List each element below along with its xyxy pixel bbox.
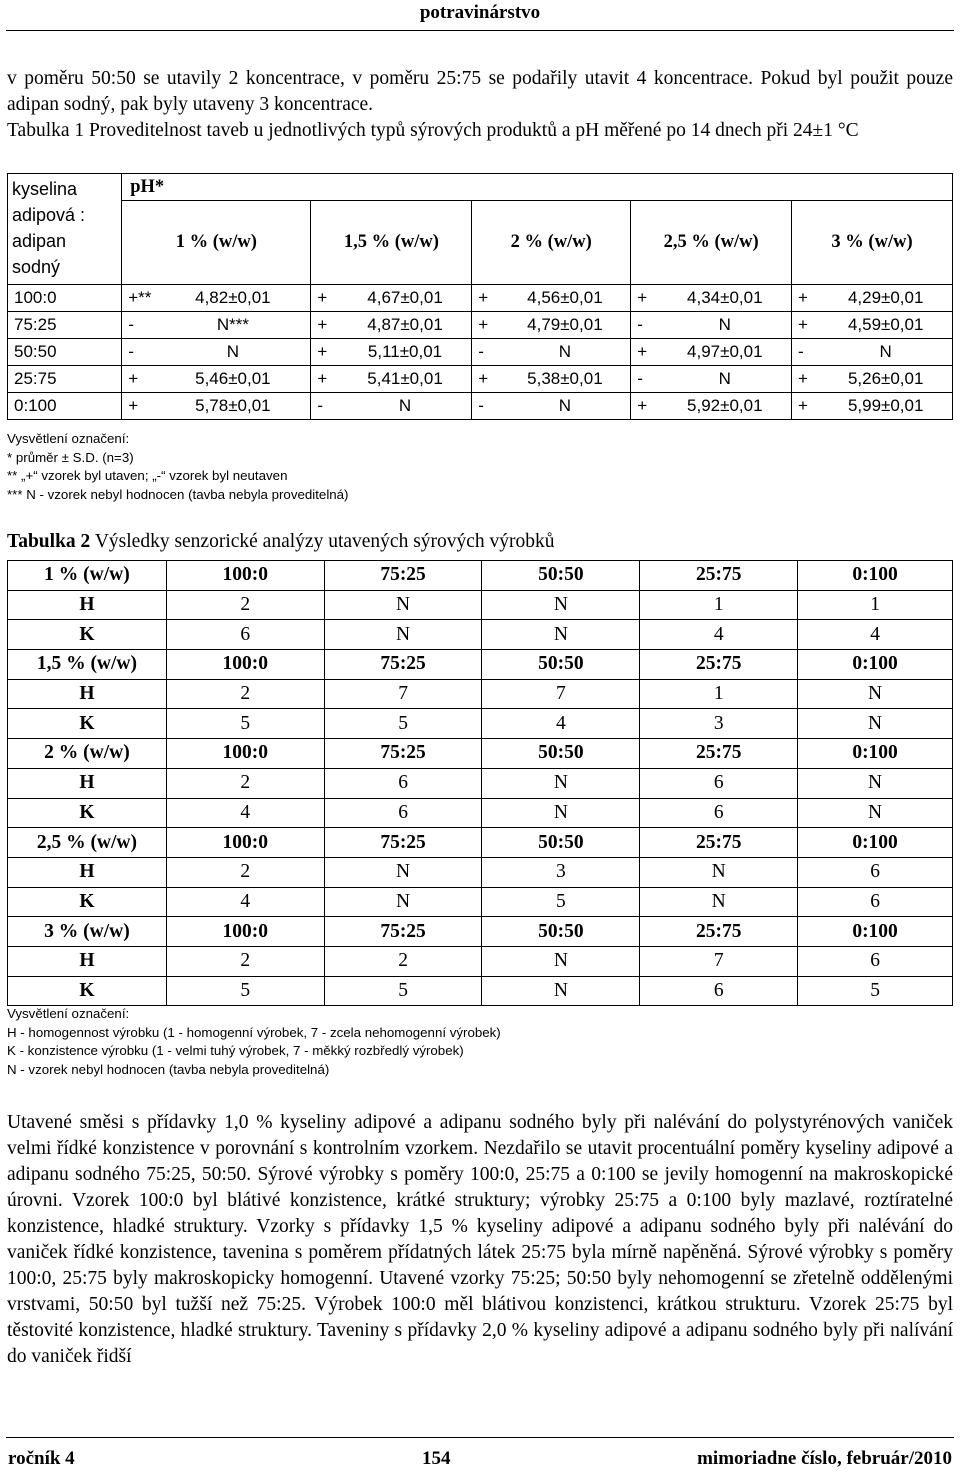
table-cell: N	[482, 620, 640, 650]
table-cell: 50:50	[482, 561, 640, 591]
table-cell: N	[798, 798, 953, 828]
row-label: H	[8, 768, 167, 798]
homogeneity-row	[8, 768, 953, 798]
feasibility-sign: +	[792, 285, 820, 312]
table-cell: 3	[482, 857, 640, 887]
row-label: 3 % (w/w)	[8, 917, 167, 947]
ph-value: N***	[155, 312, 311, 339]
table-cell: 25:75	[640, 739, 798, 769]
table-cell: 4	[482, 709, 640, 739]
column-header: 2,5 % (w/w)	[631, 201, 792, 285]
table-cell: N	[482, 946, 640, 976]
homogeneity-row	[8, 679, 953, 709]
row-label: 1 % (w/w)	[8, 561, 167, 591]
table-cell: N	[324, 857, 482, 887]
table-cell: 6	[324, 798, 482, 828]
column-header: 1,5 % (w/w)	[311, 201, 472, 285]
ratio-cell: 75:25	[8, 312, 122, 339]
footer-page-number: 154	[422, 1448, 451, 1469]
table-cell: 2	[324, 946, 482, 976]
table-cell: 4	[798, 620, 953, 650]
table-cell: 0:100	[798, 650, 953, 680]
table1-caption-text: Tabulka 1 Proveditelnost taveb u jednotlivých typů sýrových produktů a pH měřené po 14 dnech při 24±1 °C	[7, 120, 859, 141]
table-cell: 50:50	[482, 650, 640, 680]
table-cell: N	[482, 590, 640, 620]
feasibility-sign: -	[122, 312, 156, 339]
feasibility-sign: +**	[122, 285, 156, 312]
table-cell: 25:75	[640, 828, 798, 858]
feasibility-sign: +	[311, 285, 339, 312]
table-cell: 6	[324, 768, 482, 798]
table-cell: 75:25	[324, 917, 482, 947]
table-cell: 1	[640, 590, 798, 620]
ph-value: 5,38±0,01	[500, 366, 631, 393]
table-cell: 5	[324, 709, 482, 739]
note-line: *** N - vzorek nebyl hodnocen (tavba nebyla proveditelná)	[7, 486, 349, 502]
ph-value: N	[339, 393, 472, 420]
row-label: H	[8, 679, 167, 709]
concentration-row	[8, 828, 953, 858]
feasibility-sign: -	[792, 339, 820, 366]
table-cell: N	[482, 976, 640, 1006]
feasibility-sign: +	[792, 312, 820, 339]
table-cell: 2	[166, 590, 324, 620]
feasibility-sign: -	[122, 339, 156, 366]
ph-value: 4,87±0,01	[339, 312, 472, 339]
table2-caption-label: Tabulka 2	[7, 531, 91, 552]
table-cell: 3	[640, 709, 798, 739]
table-cell: 1	[640, 679, 798, 709]
feasibility-sign: -	[311, 393, 339, 420]
ph-value: 5,26±0,01	[819, 366, 952, 393]
row-label: 2,5 % (w/w)	[8, 828, 167, 858]
table-cell: 50:50	[482, 917, 640, 947]
feasibility-sign: +	[472, 285, 500, 312]
table-cell: 4	[640, 620, 798, 650]
note-line: Vysvětlení označení:	[7, 1006, 130, 1021]
row-label: H	[8, 590, 167, 620]
table-cell: N	[324, 620, 482, 650]
table1-caption	[7, 118, 953, 144]
table-cell: 2	[166, 768, 324, 798]
table-cell: 6	[166, 620, 324, 650]
feasibility-sign: +	[472, 312, 500, 339]
ph-value: 4,67±0,01	[339, 285, 472, 312]
journal-header-title: potravinárstvo	[419, 2, 541, 23]
ph-value: 4,79±0,01	[500, 312, 631, 339]
ph-value: 4,59±0,01	[819, 312, 952, 339]
ph-value: 5,11±0,01	[339, 339, 472, 366]
table-cell: 6	[640, 768, 798, 798]
table-row	[8, 393, 953, 420]
feasibility-sign: -	[631, 366, 659, 393]
homogeneity-row	[8, 857, 953, 887]
feasibility-sign: +	[472, 366, 500, 393]
table-cell: 0:100	[798, 739, 953, 769]
row-label: K	[8, 709, 167, 739]
row-label: K	[8, 620, 167, 650]
ratio-header: kyselina adipová : adipan sodný	[8, 174, 122, 285]
note-line: ** „+“ vzorek byl utaven; „-“ vzorek byl neutaven	[7, 468, 288, 483]
table-cell: 5	[166, 976, 324, 1006]
feasibility-sign: +	[792, 393, 820, 420]
consistency-row	[8, 620, 953, 650]
feasibility-sign: +	[122, 366, 156, 393]
ph-value: 4,29±0,01	[819, 285, 952, 312]
header-divider	[6, 30, 954, 31]
column-header: 3 % (w/w)	[792, 201, 953, 285]
ph-value: N	[500, 339, 631, 366]
table-cell: 6	[640, 798, 798, 828]
table-cell: 4	[166, 887, 324, 917]
note-line: H - homogennost výrobku (1 - homogenní výrobek, 7 - zcela nehomogenní výrobek)	[7, 1024, 501, 1040]
body-text: Utavené směsi s přídavky 1,0 % kyseliny adipové a adipanu sodného byly při nalévání do polystyrénových vaniček velmi řídké konzistence v porovnání s kontrolním vzorkem. Nezdařilo se utavit procentuální poměry kyseliny adipové a adipanu sodného 75:25, 50:50. Sýrové výrobky s poměry 100:0, 25:75 a 0:100 se jevily homogenní na makroskopické úrovni. Vzorek 100:0 byl blátivé konzistence, krátké struktury; výrobky 25:75 a 0:100 byly mazlavé, roztíratelné konzistence, hladké struktury. Vzorky s přídavky 1,5 % kyseliny adipové a adipanu sodného byly při nalévání do vaniček řídké konzistence, tavenina s poměrem přídatných látek 25:75 byla mírně napěněná. Sýrové výrobky s poměry 100:0, 25:75 byly makroskopicky homogenní. Utavené vzorky 75:25; 50:50 byly nehomogenní se zřetelně oddělenými vrstvami, 50:50 byl tužší než 75:25. Výrobek 100:0 měl blátivou konzistenci, krátkou strukturu. Vzorek 25:75 byl těstovité konzistence, hladké struktury. Taveniny s přídavky 2,0 % kyseliny adipové a adipanu sodného byly při nalívání do vaniček řidší	[7, 1112, 953, 1367]
consistency-row	[8, 798, 953, 828]
table-cell: 100:0	[166, 650, 324, 680]
table-cell: N	[324, 887, 482, 917]
footer-divider	[6, 1437, 954, 1438]
table-cell: 25:75	[640, 650, 798, 680]
table-row	[8, 366, 953, 393]
feasibility-sign: +	[631, 339, 659, 366]
feasibility-sign: -	[472, 339, 500, 366]
table-cell: 100:0	[166, 917, 324, 947]
table-cell: 5	[324, 976, 482, 1006]
ph-value: N	[819, 339, 952, 366]
table-cell: N	[798, 679, 953, 709]
feasibility-sign: +	[122, 393, 156, 420]
table-cell: 5	[798, 976, 953, 1006]
row-label: 2 % (w/w)	[8, 739, 167, 769]
consistency-row	[8, 887, 953, 917]
ph-value: N	[155, 339, 311, 366]
intro-text: v poměru 50:50 se utavily 2 koncentrace, v poměru 25:75 se podařily utavit 4 koncentrace. Pokud byl použit pouze adipan sodný, pak byly utaveny 3 koncentrace.	[7, 68, 953, 115]
table-cell: 7	[324, 679, 482, 709]
row-label: H	[8, 946, 167, 976]
table-cell: 1	[798, 590, 953, 620]
ph-value: 4,97±0,01	[659, 339, 792, 366]
intro-paragraph	[7, 66, 953, 118]
table-cell: 75:25	[324, 650, 482, 680]
table-cell: 5	[166, 709, 324, 739]
table-cell: 100:0	[166, 828, 324, 858]
ratio-cell: 25:75	[8, 366, 122, 393]
footer-issue: mimoriadne číslo, február/2010	[697, 1448, 952, 1469]
table-cell: 25:75	[640, 561, 798, 591]
table-cell: 7	[640, 946, 798, 976]
table2-caption-text: Výsledky senzorické analýzy utavených sýrových výrobků	[90, 531, 555, 552]
table-cell: 6	[798, 887, 953, 917]
table-cell: 2	[166, 679, 324, 709]
ph-value: 5,99±0,01	[819, 393, 952, 420]
ratio-cell: 100:0	[8, 285, 122, 312]
table-cell: N	[640, 887, 798, 917]
table-cell: 75:25	[324, 739, 482, 769]
row-label: K	[8, 798, 167, 828]
table1-notes	[7, 430, 349, 504]
feasibility-sign: -	[472, 393, 500, 420]
table-cell: 25:75	[640, 917, 798, 947]
table2-caption	[7, 531, 555, 553]
ph-value: 5,78±0,01	[155, 393, 311, 420]
table-cell: N	[482, 768, 640, 798]
row-label: H	[8, 857, 167, 887]
feasibility-sign: +	[311, 366, 339, 393]
table-row	[8, 285, 953, 312]
table-cell: 6	[798, 857, 953, 887]
table-cell: 0:100	[798, 917, 953, 947]
feasibility-sign: +	[631, 393, 659, 420]
concentration-row	[8, 917, 953, 947]
note-line: N - vzorek nebyl hodnocen (tavba nebyla proveditelná)	[7, 1061, 330, 1077]
table-cell: 75:25	[324, 561, 482, 591]
ph-header: pH*	[122, 174, 953, 201]
ph-value: N	[659, 312, 792, 339]
feasibility-sign: -	[631, 312, 659, 339]
table-cell: N	[482, 798, 640, 828]
table-cell: 4	[166, 798, 324, 828]
table-cell: 50:50	[482, 828, 640, 858]
feasibility-sign: +	[311, 312, 339, 339]
ph-value: N	[500, 393, 631, 420]
note-line: * průměr ± S.D. (n=3)	[7, 449, 134, 465]
table-cell: 2	[166, 946, 324, 976]
feasibility-sign: +	[311, 339, 339, 366]
footer-volume: ročník 4	[8, 1448, 75, 1469]
table-cell: 75:25	[324, 828, 482, 858]
table-cell: 0:100	[798, 561, 953, 591]
table-cell: 5	[482, 887, 640, 917]
table-cell: 0:100	[798, 828, 953, 858]
note-line: K - konzistence výrobku (1 - velmi tuhý výrobek, 7 - měkký rozbředlý výrobek)	[7, 1043, 464, 1058]
table-cell: 6	[798, 946, 953, 976]
consistency-row	[8, 709, 953, 739]
ph-value: 4,82±0,01	[155, 285, 311, 312]
homogeneity-row	[8, 590, 953, 620]
concentration-row	[8, 650, 953, 680]
column-header: 1 % (w/w)	[122, 201, 311, 285]
row-label: 1,5 % (w/w)	[8, 650, 167, 680]
table-cell: N	[798, 709, 953, 739]
ph-value: 4,56±0,01	[500, 285, 631, 312]
table-cell: 7	[482, 679, 640, 709]
body-paragraph	[7, 1110, 953, 1370]
ph-value: 5,46±0,01	[155, 366, 311, 393]
concentration-row	[8, 561, 953, 591]
ratio-cell: 0:100	[8, 393, 122, 420]
ratio-cell: 50:50	[8, 339, 122, 366]
table-cell: 100:0	[166, 561, 324, 591]
table-cell: N	[798, 768, 953, 798]
sensory-analysis-table	[7, 560, 953, 1006]
table2-notes	[7, 1005, 501, 1079]
ph-value: 5,92±0,01	[659, 393, 792, 420]
note-line: Vysvětlení označení:	[7, 431, 130, 446]
row-label: K	[8, 887, 167, 917]
feasibility-sign: +	[631, 285, 659, 312]
ph-value: 5,41±0,01	[339, 366, 472, 393]
table-cell: 6	[640, 976, 798, 1006]
row-label: K	[8, 976, 167, 1006]
concentration-row	[8, 739, 953, 769]
table-cell: 2	[166, 857, 324, 887]
table-row	[8, 312, 953, 339]
table-cell: 50:50	[482, 739, 640, 769]
table-cell: N	[640, 857, 798, 887]
feasibility-ph-table	[7, 173, 953, 420]
table-row	[8, 339, 953, 366]
ph-value: 4,34±0,01	[659, 285, 792, 312]
feasibility-sign: +	[792, 366, 820, 393]
column-header: 2 % (w/w)	[472, 201, 631, 285]
ph-value: N	[659, 366, 792, 393]
consistency-row	[8, 976, 953, 1006]
table-cell: 100:0	[166, 739, 324, 769]
homogeneity-row	[8, 946, 953, 976]
table-cell: N	[324, 590, 482, 620]
